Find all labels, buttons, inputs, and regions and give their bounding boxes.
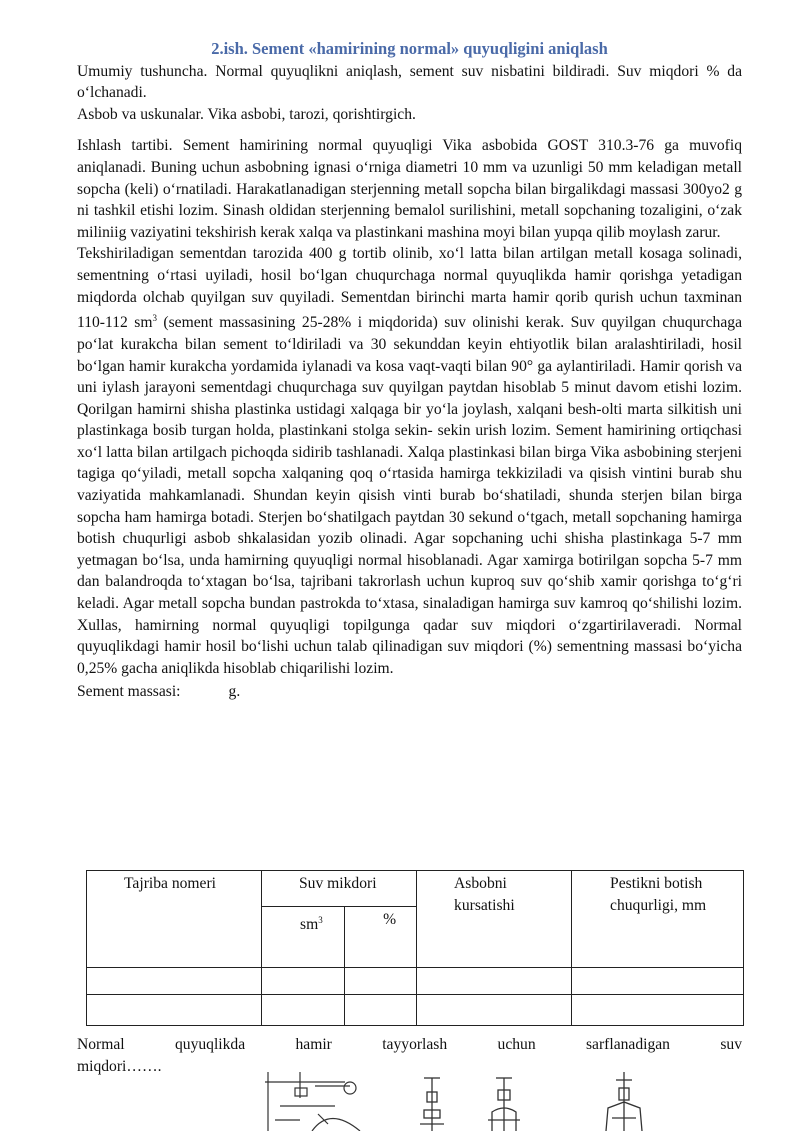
tools-paragraph: Asbob va uskunalar. Vika asbobi, tarozi, qorishtirgich. <box>77 105 416 123</box>
subheader-sm3: $sm^3$ <box>262 907 345 968</box>
vicat-apparatus-figure-3 <box>488 1078 520 1131</box>
footer-line-2: miqdori……. <box>77 1057 162 1075</box>
table-cell[interactable] <box>262 995 345 1026</box>
footer-word: sarflanadigan <box>585 1036 670 1053</box>
table-cell[interactable] <box>572 968 744 995</box>
table-header-row <box>87 871 744 907</box>
procedure-text-b: (sement massasining 25-28% i miqdorida) suv olinishi kerak. Suv quyilgan chuqurchaga po‘lat kurakcha bilan sement to‘ldiriladi va 30 sekunddan keyin ehtiyotlik bilan aralashtiriladi, hosil bo‘lgan hamir kurakcha yordamida iylanadi va kosa vaqt-vaqti bilan 90° ga aylantiriladi. Hamir qorish va uni iylash jarayoni sementdagi chuqurchaga suv quyilgan paytdan hisoblab 5 minut davom etishi lozim. Qorilgan hamirni shisha plastinka ustidagi xalqaga bir yo‘la joylash, xalqani besh-olti marta silkitish uni plastinkaga bosib turgan holda, plastinkani stolga sekin- sekin urish lozim. Sement hamirining ortiqchasi xo‘l latta bilan artilgach pichoqda sidirib tashlanadi. Xalqa plastinkasi bilan birga Vika asbobining sterjeni tagiga qo‘yiladi, metall sopcha xalqaning qoq o‘rtasida hamirga tekkiziladi va qisish vintini burab shu vaziyatida mahkamlanadi. Shundan keyin qisish vinti burab bo‘shatiladi, shunda sterjen bilan birga sopcha ham hamirga botadi. Sterjen bo‘shatilgach paytdan 30 sekund o‘tgach, metall sopchaning hamirga botish chuqurligi asbob shkalasidan yozib olinadi. Agar sopchaning uchi shisha plastinkaga 5-7 mm yetmagan bo‘lsa, unda hamirning quyuqligi normal hisoblanadi. Agar xamirga botirilgan sopcha 5-7 mm dan balandroqda to‘xtagan bo‘lsa, tajribani takrorlash uchun kuproq suv qo‘shib xamir qorishga to‘g‘ri keladi. Agar metall sopcha bundan pastrokda to‘xtasa, sinaladigan hamirga suv kamroq qo‘shilishi lozim. Xullas, hamirning normal quyuqligi topilgunga qadar suv miqdori o‘zgartirilaveradi. Normal quyuqlikdagi hamir hosil bo‘lishi uchun talab qilinadigan suv miqdori (%) sementning massasi bo‘yicha 0,25% gacha aniqlikda hisoblab chiqarilishi lozim. <box>77 314 742 677</box>
superscript-3: 3 <box>152 313 157 324</box>
vicat-apparatus-figures <box>0 1068 800 1131</box>
table-cell[interactable] <box>87 968 262 995</box>
procedure-text-a: Tekshiriladigan sementdan tarozida 400 g tortib olinib, xo‘l latta bilan artilgan metall kosaga solinadi, sementning o‘rtasi uyiladi, hosil bo‘lgan chuqurchaga normal quyuqlikda hamir qorishga yetadigan miqdorda olchab quyilgan suv quyiladi. Sementdan birinchi marta hamir qorib qurish uchun taxminan 110-112 sm <box>77 245 742 332</box>
mass-unit: g. <box>228 683 241 701</box>
table-cell[interactable] <box>345 995 417 1026</box>
header-experiment-number: Tajriba nomeri <box>87 871 262 968</box>
table-cell[interactable] <box>572 995 744 1026</box>
mass-row <box>77 681 742 703</box>
table-cell[interactable] <box>417 968 572 995</box>
table-cell[interactable] <box>417 995 572 1026</box>
intro-paragraph: Umumiy tushuncha. Normal quyuqlikni aniqlash, sement suv nisbatini bildiradi. Suv miqdori % da o‘lchanadi. <box>77 62 742 102</box>
footer-word: tayyorlash <box>382 1036 448 1053</box>
table-row <box>87 968 744 995</box>
page-title: 2.ish. Sement «hamirining normal» quyuqligini aniqlash <box>211 39 608 58</box>
vicat-apparatus-figure-2 <box>420 1078 444 1131</box>
table-cell[interactable] <box>345 968 417 995</box>
vicat-apparatus-figure-4 <box>606 1072 642 1131</box>
subheader-percent: % <box>345 907 417 968</box>
procedure-paragraph-1: Ishlash tartibi. Sement hamirining normal quyuqligi Vika asbobida GOST 310.3-76 ga muvofiq aniqlanadi. Buning uchun asbobning ignasi o‘rniga diametri 10 mm va uzunligi 50 mm keladigan metall sopcha (keli) o‘rnatiladi. Harakatlanadigan sterjenning metall sopcha bilan birgalikdagi massasi 300yo2 g ni tashkil etishi lozim. Sinash oldidan sterjenning bemalol surilishini, metall sopchaning tozaligini, o‘zak miliniig vaziyatini tekshirish kerak xalqa va plastinkani mashina moyi bilan yupqa qilib moylash zarur. <box>77 137 742 241</box>
mass-label: Sement massasi: <box>77 683 181 701</box>
table-cell[interactable] <box>262 968 345 995</box>
header-device-reading: Asbobni kursatishi <box>417 871 572 968</box>
footer-word: hamir <box>295 1036 332 1053</box>
document-body <box>77 38 742 703</box>
vicat-apparatus-figure-1 <box>265 1072 360 1131</box>
table-cell[interactable] <box>87 995 262 1026</box>
header-pestle-depth: Pestikni botish chuqurligi, mm <box>572 871 744 968</box>
footer-word: Normal <box>77 1036 125 1053</box>
table-row <box>87 995 744 1026</box>
footer-word: suv <box>720 1036 742 1053</box>
procedure-paragraph-2 <box>77 243 742 679</box>
header-water-amount: Suv mikdori <box>262 871 417 907</box>
results-table <box>86 870 744 1026</box>
footer-line-1 <box>77 1034 742 1056</box>
footer-word: uchun <box>497 1036 536 1053</box>
footer-word: quyuqlikda <box>174 1036 246 1053</box>
